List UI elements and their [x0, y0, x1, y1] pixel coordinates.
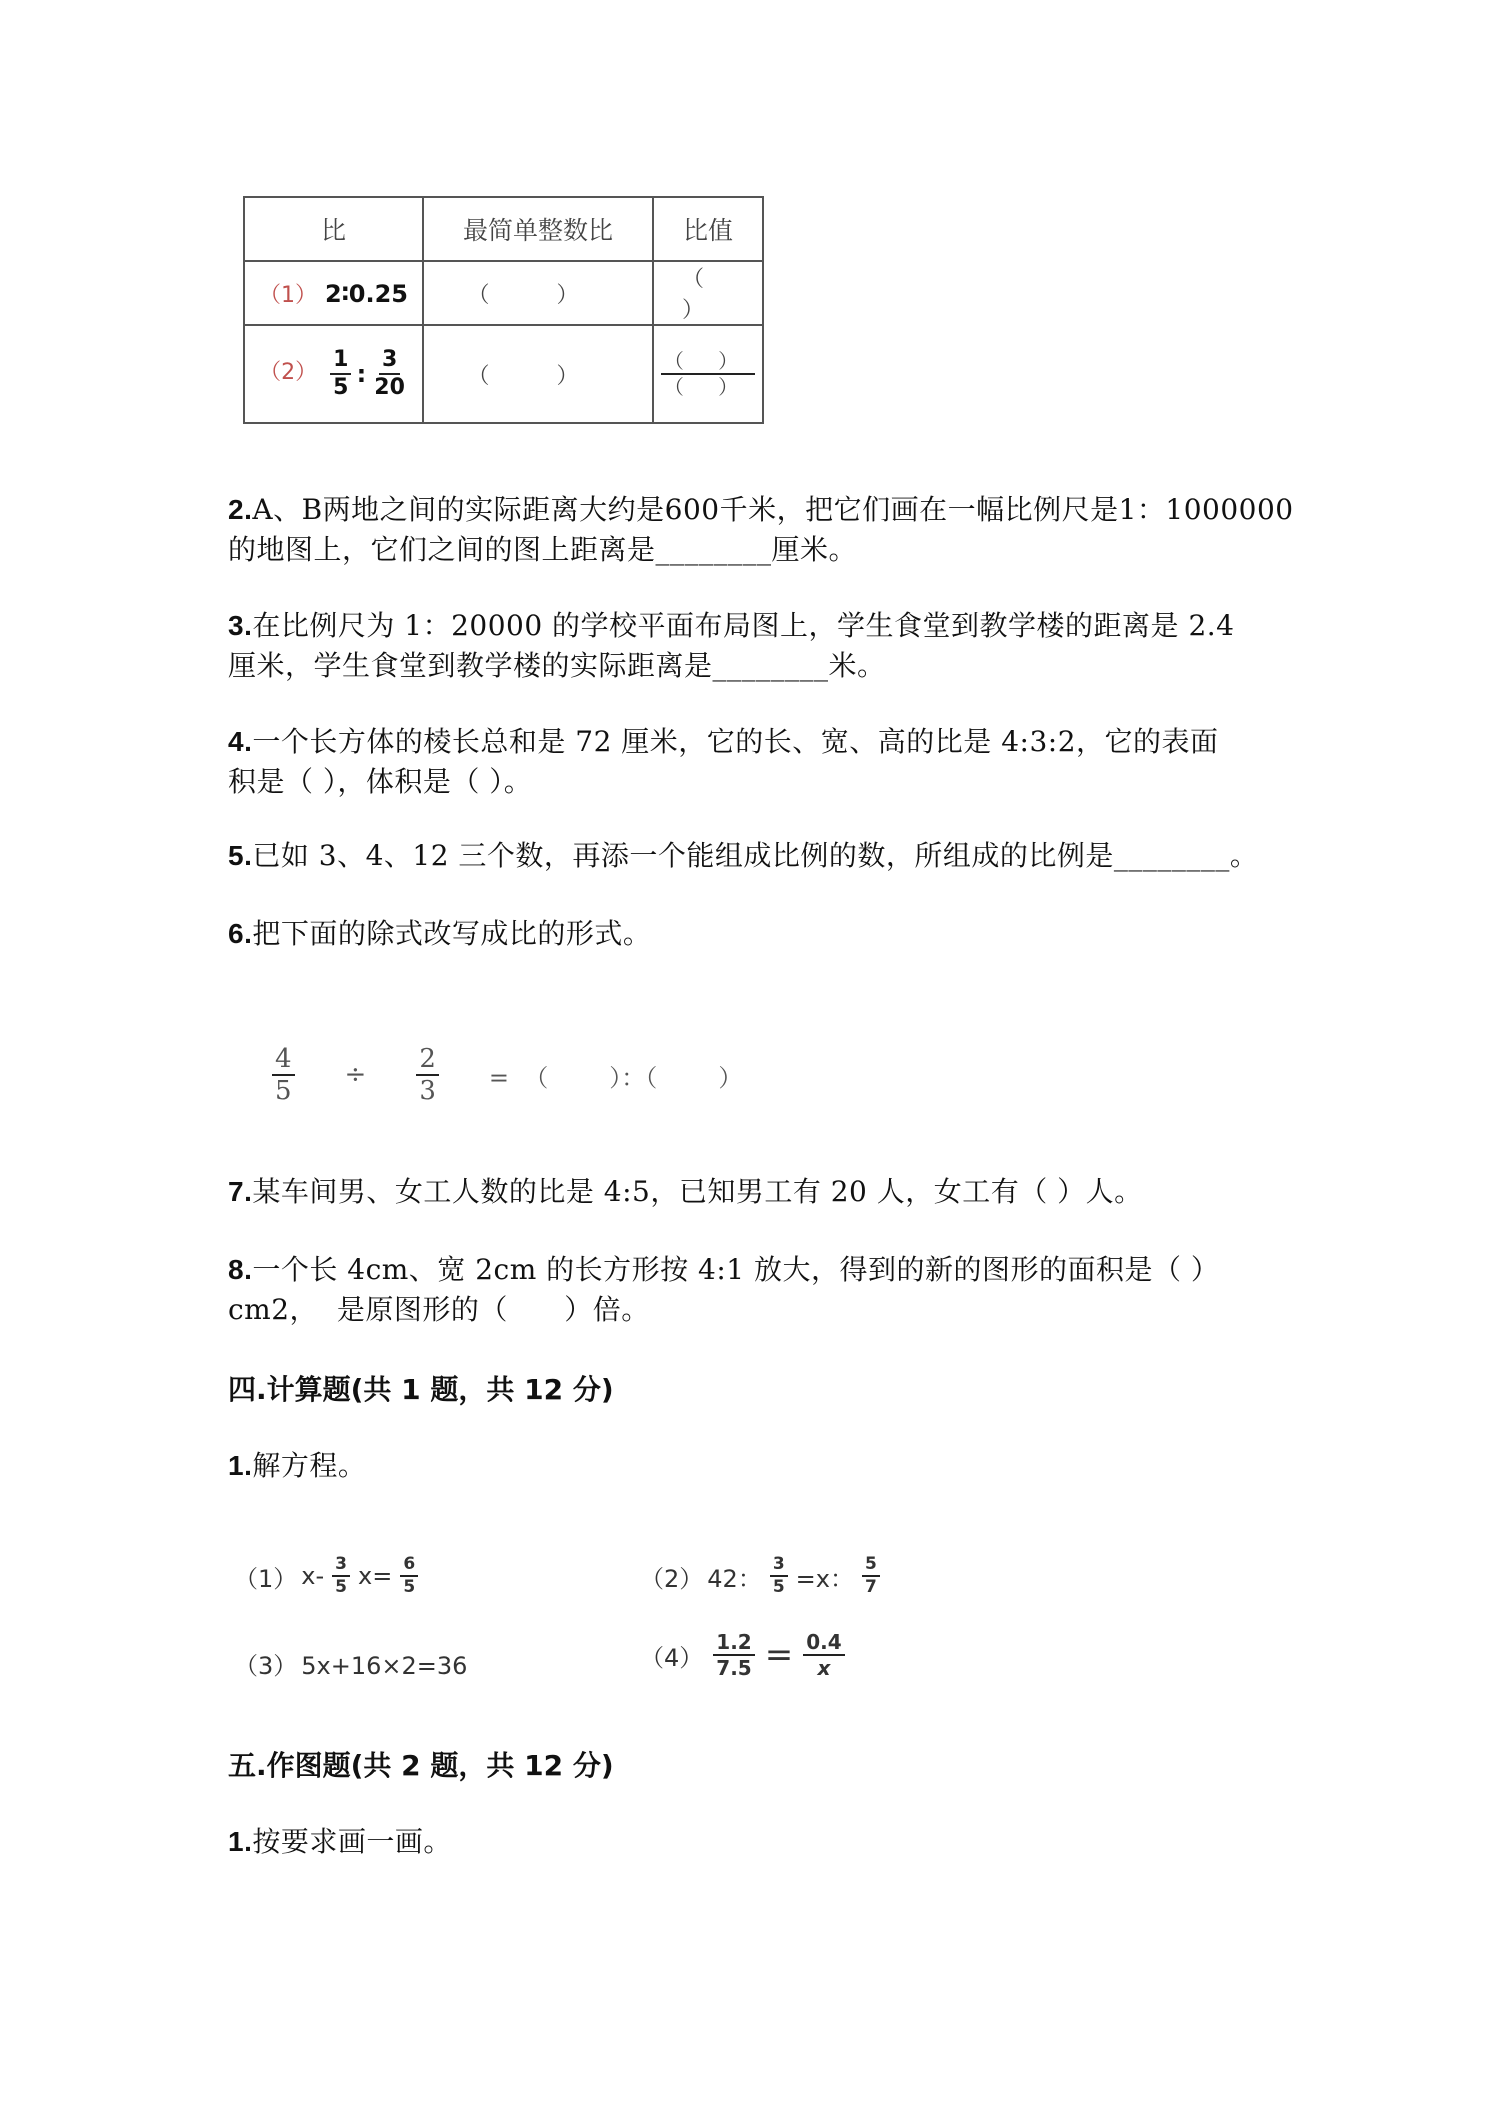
equation-4 — [640, 1632, 845, 1678]
row1-ratio-cell — [244, 261, 423, 325]
row1-label: （1） — [259, 282, 318, 308]
row2-num1: 1 — [330, 349, 351, 375]
question-3-line2: 厘米，学生食堂到教学楼的实际距离是________米。 — [228, 649, 886, 682]
eq2-pre: 42： — [707, 1564, 762, 1593]
equation-1 — [234, 1556, 418, 1596]
row2-den1: 5 — [333, 375, 349, 400]
row1-value: （ ） — [681, 267, 734, 323]
eq2-fden: 5 — [772, 1577, 785, 1597]
question-number: 5. — [228, 840, 253, 871]
eq1-fden: 5 — [335, 1577, 347, 1597]
eq2-label: （2） — [640, 1564, 704, 1593]
question-number: 1. — [228, 1450, 253, 1481]
question-text: 按要求画一画。 — [252, 1825, 452, 1858]
expr-num1: 4 — [272, 1046, 295, 1076]
fraction-2-3 — [416, 1046, 439, 1104]
row1-simplest-cell — [423, 261, 653, 325]
question-number: 8. — [228, 1254, 253, 1285]
question-number: 3. — [228, 610, 253, 641]
question-8 — [228, 1250, 1219, 1290]
division-expression — [272, 1046, 742, 1104]
row2-colon: : — [356, 360, 367, 388]
eq1-fnum: 3 — [332, 1556, 350, 1577]
row2-value-cell — [653, 325, 763, 423]
question-8-line2: cm2， 是原图形的（ ）倍。 — [228, 1293, 650, 1326]
eq1-rden: 5 — [403, 1577, 416, 1597]
eq1-pre: x- — [301, 1562, 325, 1590]
eq4-rhs-fraction — [803, 1632, 844, 1678]
row2-value-fraction — [661, 351, 755, 397]
row2-ratio-cell — [244, 325, 423, 423]
question-7 — [228, 1172, 1143, 1212]
question-text-line1: A、B两地之间的实际距离大约是600千米，把它们画在一幅比例尺是1：1000000 — [252, 493, 1294, 526]
eq2-rden: 7 — [864, 1577, 877, 1597]
eq2-mid: =x： — [795, 1564, 854, 1593]
question-number: 1. — [228, 1826, 253, 1857]
header-value: 比值 — [653, 197, 763, 261]
eq1-mid: x= — [358, 1562, 393, 1590]
table-header-row — [244, 197, 763, 261]
fraction-4-5 — [272, 1046, 295, 1104]
eq1-label: （1） — [234, 1564, 298, 1593]
expr-den1: 5 — [275, 1076, 292, 1106]
eq3-label: （3） — [234, 1652, 298, 1680]
eq4-lnum: 1.2 — [713, 1632, 754, 1656]
row2-simplest: （ ） — [467, 363, 609, 389]
row1-simplest: （ ） — [467, 282, 609, 308]
row1-value-cell — [653, 261, 763, 325]
question-6 — [228, 914, 651, 954]
question-4-line2: 积是（ ），体积是（ ）。 — [228, 765, 533, 798]
eq4-lden: 7.5 — [716, 1656, 752, 1680]
eq4-rden: x — [817, 1656, 831, 1680]
question-text-line1: 把下面的除式改写成比的形式。 — [252, 917, 652, 950]
question-text-line1: 已如 3、4、12 三个数，再添一个能组成比例的数，所组成的比例是________。 — [252, 839, 1259, 872]
question-number: 2. — [228, 494, 253, 525]
question-text-line1: 在比例尺为 1：20000 的学校平面布局图上，学生食堂到教学楼的距离是 2.4 — [252, 609, 1235, 642]
row2-value-num: （ ） — [661, 351, 755, 375]
eq2-fraction — [770, 1556, 788, 1596]
row2-simplest-cell — [423, 325, 653, 423]
section-5-title: 五.作图题(共 2 题，共 12 分) — [228, 1749, 614, 1782]
eq2-rhs-fraction — [862, 1556, 880, 1596]
table-row — [244, 261, 763, 325]
question-number: 6. — [228, 918, 253, 949]
table-row — [244, 325, 763, 423]
section-5-question-1 — [228, 1822, 452, 1862]
row1-ratio: 2∶0.25 — [325, 279, 408, 308]
row2-label: （2） — [259, 359, 318, 385]
row2-value-den: （ ） — [663, 375, 753, 399]
eq2-fnum: 3 — [770, 1556, 788, 1577]
expr-den2: 3 — [419, 1076, 436, 1106]
eq4-rnum: 0.4 — [803, 1632, 844, 1656]
question-2 — [228, 490, 1294, 530]
divide-sign: ÷ — [344, 1060, 367, 1090]
question-5 — [228, 836, 1258, 876]
row2-num2: 3 — [379, 349, 400, 375]
question-text-line1: 一个长 4cm、宽 2cm 的长方形按 4:1 放大，得到的新的图形的面积是（ ） — [252, 1253, 1220, 1286]
question-number: 4. — [228, 726, 253, 757]
section-4-question-1 — [228, 1446, 366, 1486]
header-ratio: 比 — [244, 197, 423, 261]
eq1-rnum: 6 — [400, 1556, 418, 1577]
eq2-rnum: 5 — [862, 1556, 880, 1577]
equation-3 — [234, 1646, 467, 1681]
eq4-equals: = — [764, 1635, 794, 1675]
row2-fraction-2 — [371, 349, 408, 399]
question-3 — [228, 606, 1234, 646]
eq4-lhs-fraction — [713, 1632, 754, 1678]
row2-fraction-1 — [330, 349, 351, 399]
question-text: 解方程。 — [252, 1449, 367, 1482]
eq1-fraction — [332, 1556, 350, 1596]
eq1-rhs-fraction — [400, 1556, 418, 1596]
ratio-table — [243, 196, 764, 424]
expr-num2: 2 — [416, 1046, 439, 1076]
question-text-line1: 一个长方体的棱长总和是 72 厘米，它的长、宽、高的比是 4:3:2，它的表面 — [252, 725, 1219, 758]
eq3-text: 5x+16×2=36 — [301, 1652, 468, 1680]
row2-den2: 20 — [374, 375, 405, 400]
equation-2 — [640, 1556, 880, 1596]
question-2-line2: 的地图上，它们之间的图上距离是________厘米。 — [228, 533, 858, 566]
question-4 — [228, 722, 1219, 762]
expr-answer-blanks: = （ ）：（ ） — [488, 1063, 743, 1092]
question-number: 7. — [228, 1176, 253, 1207]
eq4-label: （4） — [640, 1643, 704, 1672]
header-simplest: 最简单整数比 — [423, 197, 653, 261]
question-text-line1: 某车间男、女工人数的比是 4:5，已知男工有 20 人，女工有（ ）人。 — [252, 1175, 1143, 1208]
section-4-title: 四.计算题(共 1 题，共 12 分) — [228, 1373, 614, 1406]
